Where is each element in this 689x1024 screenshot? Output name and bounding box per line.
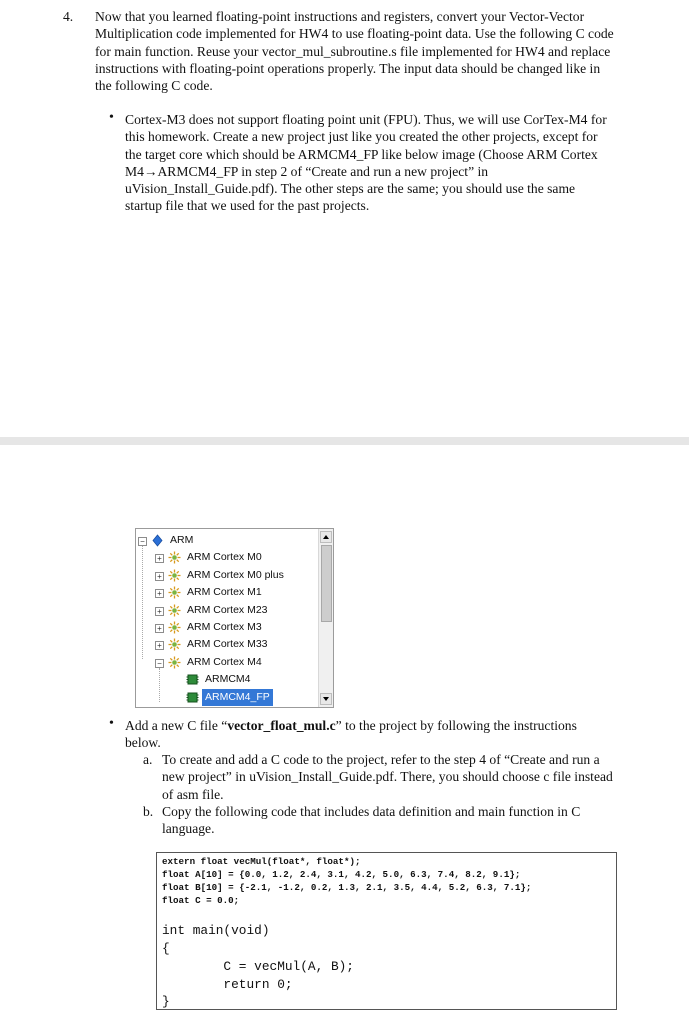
tree-item[interactable] <box>136 549 318 566</box>
chip-family-icon <box>168 551 181 564</box>
question-number: 4. <box>63 9 74 24</box>
tree-item-expanded[interactable] <box>136 654 318 671</box>
tree-item-label: ARM Cortex M0 plus <box>187 568 284 581</box>
arrow-down-icon <box>321 694 331 704</box>
bullet-add-file-text <box>125 717 615 752</box>
chip-family-icon <box>168 586 181 599</box>
expand-icon[interactable]: + <box>155 624 164 633</box>
chip-family-icon <box>168 569 181 582</box>
chip-family-icon <box>168 604 181 617</box>
code-line: float B[10] = {-2.1, -1.2, 0.2, 1.3, 2.1, 3.5, 4.4, 5.2, 6.3, 7.1}; <box>162 882 532 893</box>
tree-item[interactable] <box>136 567 318 584</box>
code-line: return 0; <box>162 977 293 992</box>
scroll-down-button[interactable] <box>320 693 332 705</box>
expand-icon[interactable]: + <box>155 589 164 598</box>
tree-root-arm[interactable] <box>136 532 318 549</box>
code-line: float C = 0.0; <box>162 895 240 906</box>
code-line: } <box>162 994 170 1009</box>
chip-icon <box>186 673 199 686</box>
tree-device-label: ARMCM4_FP <box>202 689 273 706</box>
tree-item[interactable] <box>136 619 318 636</box>
tree-item-label: ARM Cortex M23 <box>187 603 268 616</box>
tree-device[interactable] <box>136 671 318 688</box>
expand-icon[interactable]: + <box>155 641 164 650</box>
expand-icon[interactable]: + <box>155 607 164 616</box>
expand-icon[interactable]: + <box>155 554 164 563</box>
code-line: C = vecMul(A, B); <box>162 959 354 974</box>
code-line: float A[10] = {0.0, 1.2, 2.4, 3.1, 4.2, 5.0, 6.3, 7.4, 8.2, 9.1}; <box>162 869 521 880</box>
tree-item-label: ARM Cortex M4 <box>187 655 262 668</box>
device-tree[interactable] <box>135 528 334 708</box>
chip-icon <box>186 691 199 704</box>
code-line: int main(void) <box>162 923 270 938</box>
collapse-icon[interactable]: − <box>138 537 147 546</box>
expand-icon[interactable]: + <box>155 572 164 581</box>
tree-device-label: ARMCM4 <box>205 673 251 686</box>
arrow-up-icon <box>321 532 331 542</box>
filename-text: vector_float_mul.c <box>227 718 336 733</box>
scroll-up-button[interactable] <box>320 531 332 543</box>
sub-item-a-text: To create and add a C code to the project, refer to the step 4 of “Create and run a new project” in uVision_Install_Guide.pdf. There, you should choose c file instead of asm file. <box>162 752 613 802</box>
code-line: { <box>162 941 170 956</box>
tree-device-selected[interactable] <box>136 689 318 706</box>
diamond-icon <box>151 534 164 547</box>
code-block <box>156 852 617 1010</box>
text-fragment: ” to the project by following the instructions below. <box>125 718 577 751</box>
bullet-marker: • <box>109 716 114 731</box>
text-fragment: Add a new C file “ <box>125 718 228 733</box>
device-tree-list <box>136 532 318 706</box>
question-text: Now that you learned floating-point instructions and registers, convert your Vector-Vector Multiplication code implemented for HW4 to use floating-point data. Use the following C code for main function. Reuse your vector_mul_subroutine.s file implemented for HW4 and replace instructions with floating-point operations properly. The input data should be changed like in the following C code. <box>95 9 614 94</box>
bullet-marker: • <box>109 110 114 125</box>
tree-item[interactable] <box>136 636 318 653</box>
tree-item-label: ARM Cortex M1 <box>187 586 262 599</box>
tree-scrollbar[interactable] <box>318 529 333 707</box>
sub-item-b-text: Copy the following code that includes data definition and main function in C language. <box>162 804 581 837</box>
bullet-cortex-text: Cortex-M3 does not support floating point unit (FPU). Thus, we will use CorTex-M4 for this homework. Create a new project just like you created the other projects, except for the target core which should be ARMCM4_FP like below image (Choose ARM Cortex M4→ARMCM4_FP in step 2 of “Create and run a new project” in uVision_Install_Guide.pdf). The other steps are the same; you should use the same startup file that we used for the past projects. <box>125 112 607 214</box>
tree-root-label: ARM <box>170 534 194 546</box>
tree-item[interactable] <box>136 602 318 619</box>
tree-item[interactable] <box>136 584 318 601</box>
scroll-thumb[interactable] <box>321 545 332 622</box>
code-line: extern float vecMul(float*, float*); <box>162 856 361 867</box>
sub-item-label: a. <box>143 752 153 767</box>
chip-family-icon <box>168 621 181 634</box>
chip-family-icon <box>168 638 181 651</box>
sub-item-label: b. <box>143 804 154 819</box>
collapse-icon[interactable]: − <box>155 659 164 668</box>
chip-family-icon <box>168 656 181 669</box>
tree-item-label: ARM Cortex M33 <box>187 638 268 651</box>
tree-item-label: ARM Cortex M3 <box>187 620 262 633</box>
page-divider <box>0 437 689 445</box>
tree-item-label: ARM Cortex M0 <box>187 551 262 564</box>
